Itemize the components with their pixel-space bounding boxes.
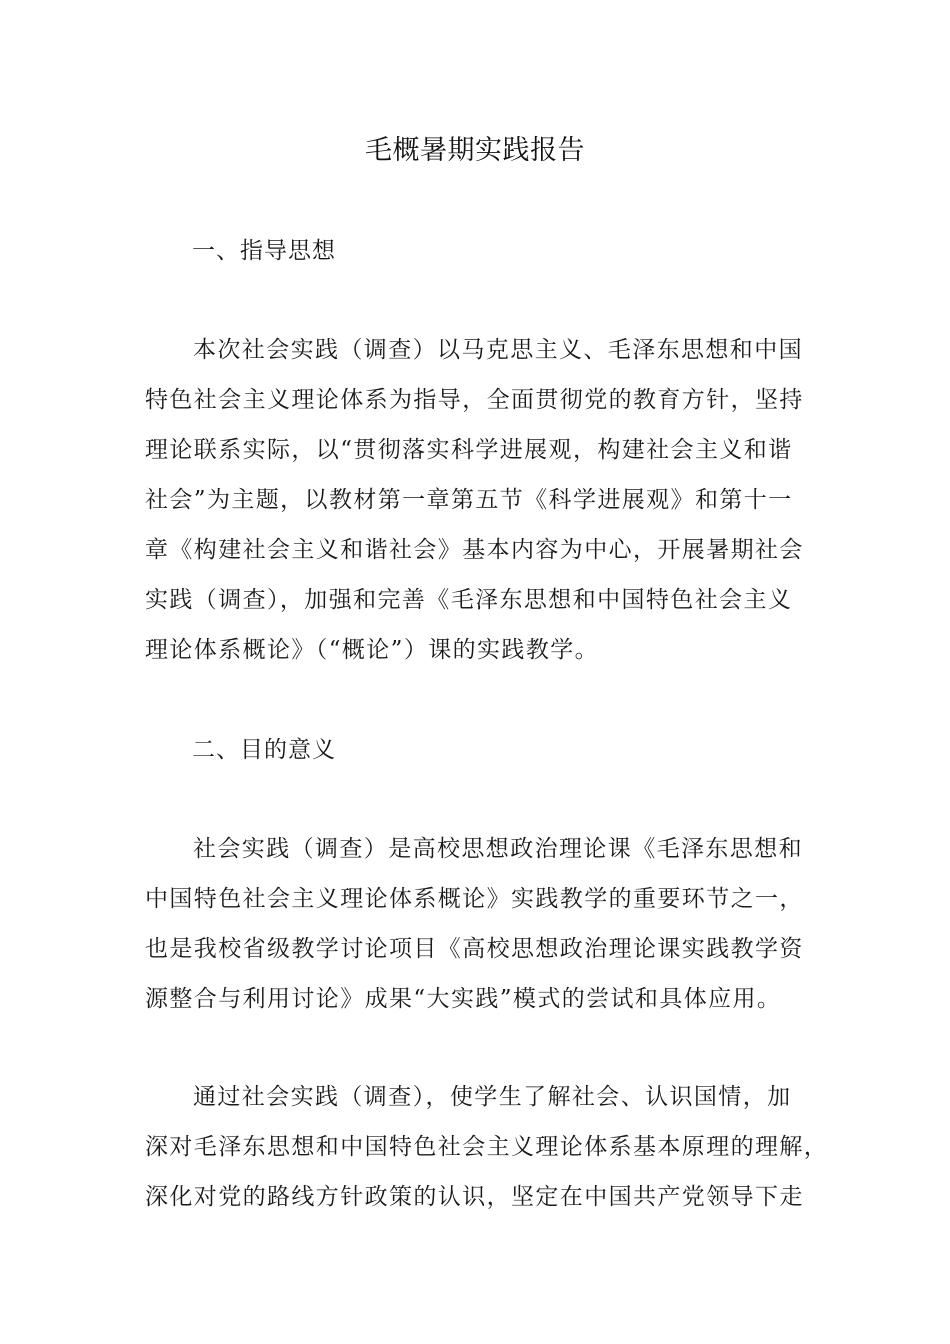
paragraph-line: 中国特色社会主义理论体系概论》实践教学的重要环节之一，	[145, 886, 804, 912]
section-heading-guiding-thought: 一、指导思想	[192, 238, 336, 264]
paragraph-line: 理论联系实际，以“贯彻落实科学进展观，构建社会主义和谐	[145, 437, 793, 463]
paragraph-line: 深化对党的路线方针政策的认识，坚定在中国共产党领导下走	[145, 1184, 804, 1210]
paragraph-guiding-thought	[145, 325, 810, 675]
paragraph-line: 通过社会实践（调查），使学生了解社会、认识国情，加	[193, 1084, 792, 1110]
paragraph-line: 理论体系概论》（“概论”）课的实践教学。	[145, 637, 600, 663]
paragraph-line: 也是我校省级教学讨论项目《高校思想政治理论课实践教学资	[145, 936, 804, 962]
paragraph-line: 实践（调查），加强和完善《毛泽东思想和中国特色社会主义	[145, 587, 793, 613]
paragraph-line: 社会实践（调查）是高校思想政治理论课《毛泽东思想和	[193, 836, 803, 862]
paragraph-purpose-1	[145, 824, 810, 1024]
paragraph-line: 深对毛泽东思想和中国特色社会主义理论体系基本原理的理解，	[145, 1134, 829, 1160]
paragraph-line: 本次社会实践（调查）以马克思主义、毛泽东思想和中国	[193, 337, 803, 363]
paragraph-line: 特色社会主义理论体系为指导，全面贯彻党的教育方针，坚持	[145, 387, 804, 413]
section-heading-purpose: 二、目的意义	[192, 737, 336, 763]
paragraph-line: 社会”为主题，以教材第一章第五节《科学进展观》和第十一	[145, 487, 793, 513]
paragraph-purpose-2	[145, 1072, 829, 1222]
paragraph-line: 源整合与利用讨论》成果“大实践”模式的尝试和具体应用。	[145, 986, 782, 1012]
paragraph-line: 章《构建社会主义和谐社会》基本内容为中心，开展暑期社会	[145, 537, 804, 563]
document-title: 毛概暑期实践报告	[365, 135, 585, 166]
